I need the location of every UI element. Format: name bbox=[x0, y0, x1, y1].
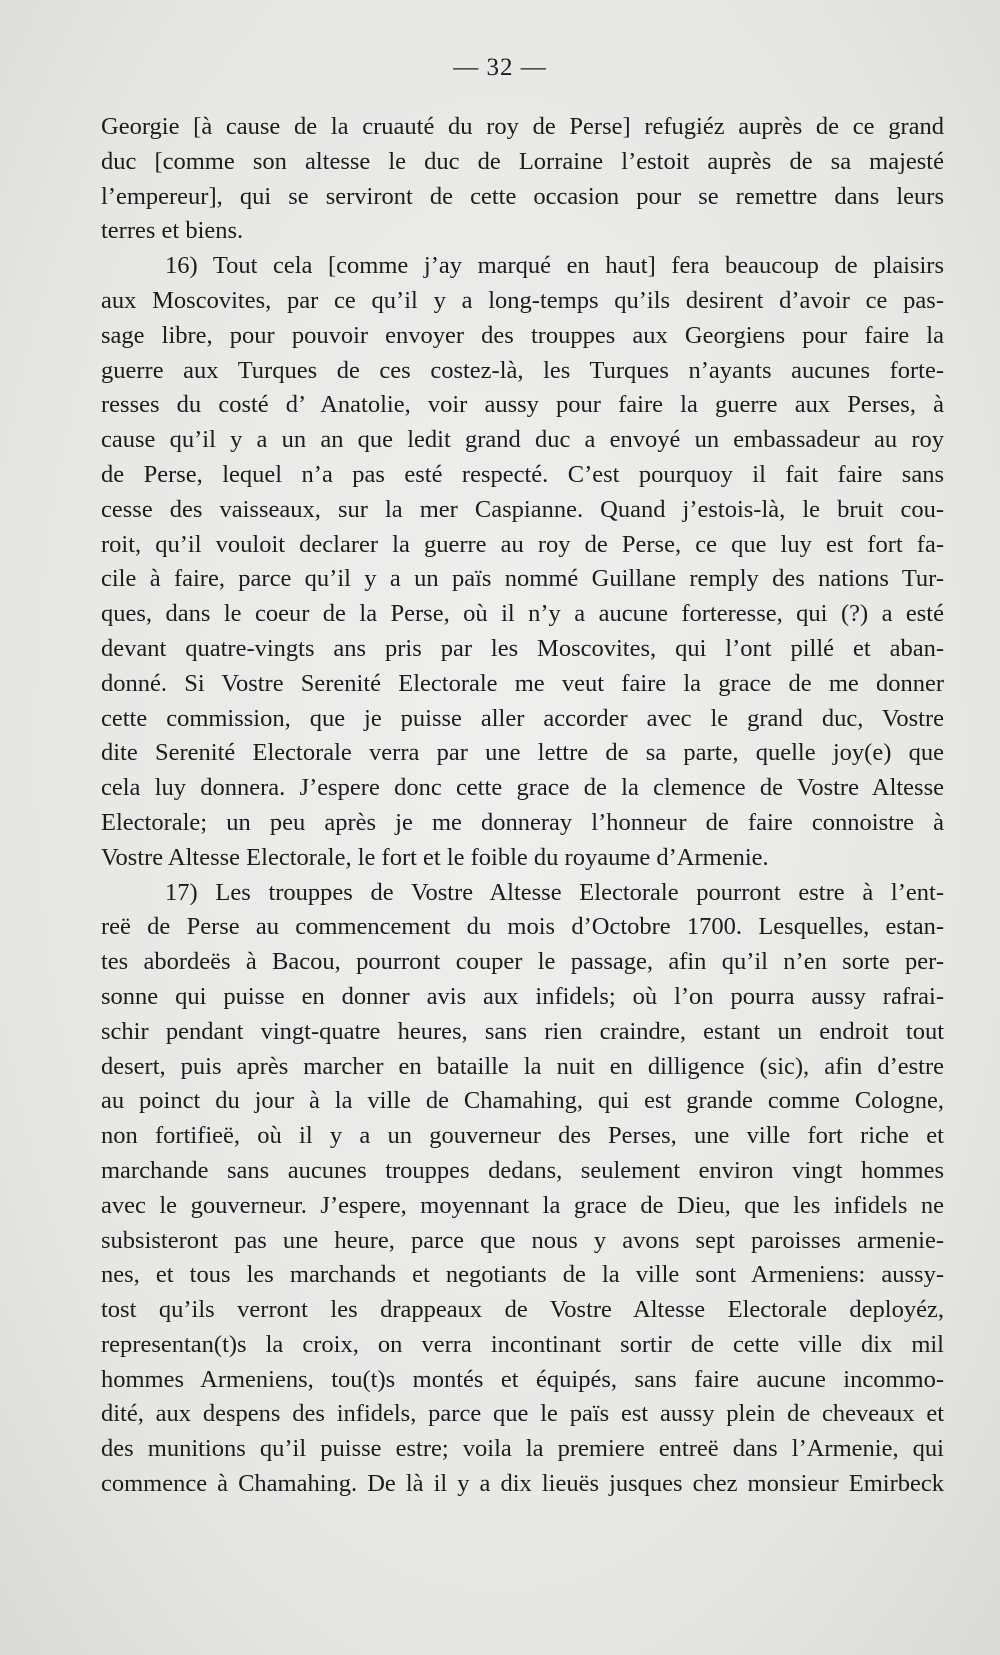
text-line: ques, dans le coeur de la Perse, où il n’y a aucune forteresse, qui (?) a esté bbox=[101, 600, 944, 628]
text-line: avec le gouverneur. J’espere, moyennant la grace de Dieu, que les infidels ne bbox=[101, 1191, 944, 1219]
text-line: hommes Armeniens, tou(t)s montés et équipés, sans faire aucune incommo- bbox=[101, 1365, 944, 1393]
text-line: des munitions qu’il puisse estre; voila la premiere entreë dans l’Armenie, qui bbox=[101, 1435, 944, 1463]
text-line: 17) Les trouppes de Vostre Altesse Electorale pourront estre à l’ent- bbox=[165, 878, 944, 906]
text-line: cette commission, que je puisse aller accorder avec le grand duc, Vostre bbox=[101, 704, 944, 732]
text-line: devant quatre-vingts ans pris par les Moscovites, qui l’ont pillé et aban- bbox=[101, 634, 944, 662]
text-line: commence à Chamahing. De là il y a dix lieuës jusques chez monsieur Emirbeck bbox=[101, 1470, 944, 1498]
text-line: marchande sans aucunes trouppes dedans, seulement environ vingt hommes bbox=[101, 1156, 944, 1184]
text-line: cesse des vaisseaux, sur la mer Caspianne. Quand j’estois-là, le bruit cou- bbox=[101, 495, 944, 523]
text-line: tes abordeës à Bacou, pourront couper le passage, afin qu’il n’en sorte per- bbox=[101, 948, 944, 976]
text-line: l’empereur], qui se serviront de cette occasion pour se remettre dans leurs bbox=[101, 182, 944, 210]
text-line: representan(t)s la croix, on verra incontinant sortir de cette ville dix mil bbox=[101, 1330, 944, 1358]
text-line: donné. Si Vostre Serenité Electorale me veut faire la grace de me donner bbox=[101, 669, 944, 697]
text-line: au poinct du jour à la ville de Chamahing, qui est grande comme Cologne, bbox=[101, 1087, 944, 1115]
text-line: aux Moscovites, par ce qu’il y a long-temps qu’ils desirent d’avoir ce pas- bbox=[101, 286, 944, 314]
text-line: sage libre, pour pouvoir envoyer des trouppes aux Georgiens pour faire la bbox=[101, 321, 944, 349]
text-line: 16) Tout cela [comme j’ay marqué en haut] fera beaucoup de plaisirs bbox=[165, 252, 944, 280]
text-line: Georgie [à cause de la cruauté du roy de Perse] refugiéz auprès de ce grand bbox=[101, 113, 944, 140]
text-line: dité, aux despens des infidels, parce que le païs est aussy plein de cheveaux et bbox=[101, 1400, 944, 1428]
text-line: cela luy donnera. J’espere donc cette grace de la clemence de Vostre Altesse bbox=[101, 774, 944, 802]
text-line: cause qu’il y a un an que ledit grand duc a envoyé un embassadeur au roy bbox=[101, 426, 944, 454]
text-line: desert, puis après marcher en bataille la nuit en dilligence (sic), afin d’estre bbox=[101, 1052, 944, 1080]
text-line: duc [comme son altesse le duc de Lorraine l’estoit auprès de sa majesté bbox=[101, 147, 944, 175]
text-line: subsisteront pas une heure, parce que nous y avons sept paroisses armenie- bbox=[101, 1226, 944, 1254]
text-line: resses du costé d’ Anatolie, voir aussy pour faire la guerre aux Perses, à bbox=[101, 391, 944, 419]
text-line: de Perse, lequel n’a pas esté respecté. C’est pourquoy il fait faire sans bbox=[101, 460, 944, 488]
text-line: Electorale; un peu après je me donneray l’honneur de faire connoistre à bbox=[101, 808, 944, 836]
text-line: guerre aux Turques de ces costez-là, les Turques n’ayants aucunes forte- bbox=[101, 356, 944, 384]
text-line: terres et biens. bbox=[101, 217, 244, 245]
text-line: cile à faire, parce qu’il y a un païs nommé Guillane remply des nations Tur- bbox=[101, 565, 944, 593]
text-line: non fortifieë, où il y a un gouverneur des Perses, une ville fort riche et bbox=[101, 1122, 944, 1150]
text-line: tost qu’ils verront les drappeaux de Vostre Altesse Electorale deployéz, bbox=[101, 1296, 944, 1324]
text-line: roit, qu’il vouloit declarer la guerre au roy de Perse, ce que luy est fort fa- bbox=[101, 530, 944, 558]
body-text bbox=[101, 110, 944, 1502]
text-line: sonne qui puisse en donner avis aux infidels; où l’on pourra aussy rafrai- bbox=[101, 982, 944, 1010]
text-line: reë de Perse au commencement du mois d’Octobre 1700. Lesquelles, estan- bbox=[101, 913, 944, 941]
text-line: Vostre Altesse Electorale, le fort et le foible du royaume d’Armenie. bbox=[101, 843, 769, 871]
text-line: schir pendant vingt-quatre heures, sans rien craindre, estant un endroit tout bbox=[101, 1017, 944, 1045]
page-number: — 32 — bbox=[453, 54, 547, 81]
text-line: nes, et tous les marchands et negotiants de la ville sont Armeniens: aussy- bbox=[101, 1261, 944, 1289]
text-line: dite Serenité Electorale verra par une lettre de sa parte, quelle joy(e) que bbox=[101, 739, 944, 767]
